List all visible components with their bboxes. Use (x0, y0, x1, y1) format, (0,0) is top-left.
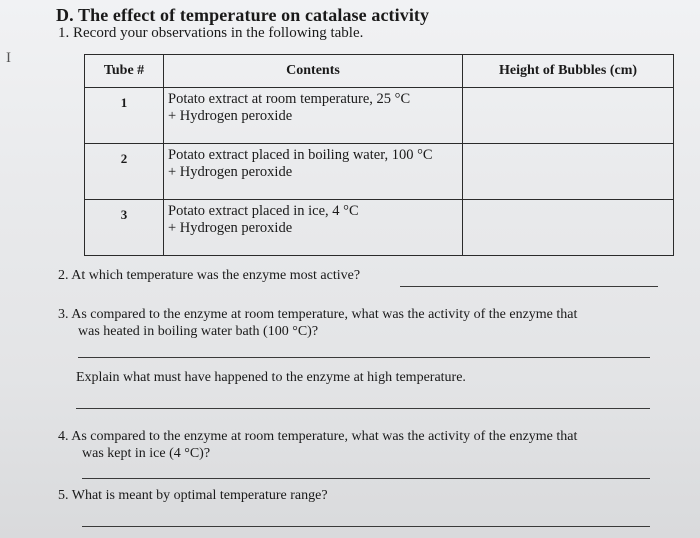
table-row (85, 88, 674, 144)
bubble-height-cell[interactable] (463, 200, 674, 256)
table-row (85, 144, 674, 200)
tube-contents (164, 144, 463, 200)
answer-line-q2[interactable] (400, 286, 658, 287)
tube-contents (164, 88, 463, 144)
contents-line: Potato extract at room temperature, 25 °C (168, 91, 411, 107)
answer-line-q3[interactable] (78, 357, 650, 358)
question-2: 2. At which temperature was the enzyme most active? (58, 268, 361, 283)
bubble-height-cell[interactable] (463, 88, 674, 144)
contents-line: Potato extract placed in ice, 4 °C (168, 203, 359, 219)
table-header-row (85, 55, 674, 88)
answer-line-q5[interactable] (82, 526, 650, 527)
table-instruction: 1. Record your observations in the following table. (58, 25, 364, 41)
question-5: 5. What is meant by optimal temperature range? (58, 488, 328, 503)
observation-table (84, 54, 674, 256)
question-3-line2: was heated in boiling water bath (100 °C)? (78, 324, 319, 339)
tube-contents (164, 200, 463, 256)
answer-line-q4[interactable] (82, 478, 650, 479)
bubble-height-cell[interactable] (463, 144, 674, 200)
tube-number: 3 (85, 200, 164, 256)
explain-prompt: Explain what must have happened to the enzyme at high temperature. (76, 370, 466, 385)
question-4-line1: 4. As compared to the enzyme at room temperature, what was the activity of the enzyme that (58, 429, 578, 444)
header-tube: Tube # (85, 55, 164, 88)
tube-number: 1 (85, 88, 164, 144)
contents-line: + Hydrogen peroxide (168, 220, 293, 236)
table-row (85, 200, 674, 256)
question-4-line2: was kept in ice (4 °C)? (82, 446, 211, 461)
answer-line-explain[interactable] (76, 408, 650, 409)
header-contents: Contents (164, 55, 463, 88)
contents-line: Potato extract placed in boiling water, 100 °C (168, 147, 433, 163)
text-cursor-icon: I (6, 50, 11, 66)
header-height: Height of Bubbles (cm) (463, 55, 674, 88)
contents-line: + Hydrogen peroxide (168, 164, 293, 180)
tube-number: 2 (85, 144, 164, 200)
contents-line: + Hydrogen peroxide (168, 108, 293, 124)
section-heading: D. The effect of temperature on catalase activity (56, 5, 430, 25)
question-3-line1: 3. As compared to the enzyme at room temperature, what was the activity of the enzyme that (58, 307, 578, 322)
